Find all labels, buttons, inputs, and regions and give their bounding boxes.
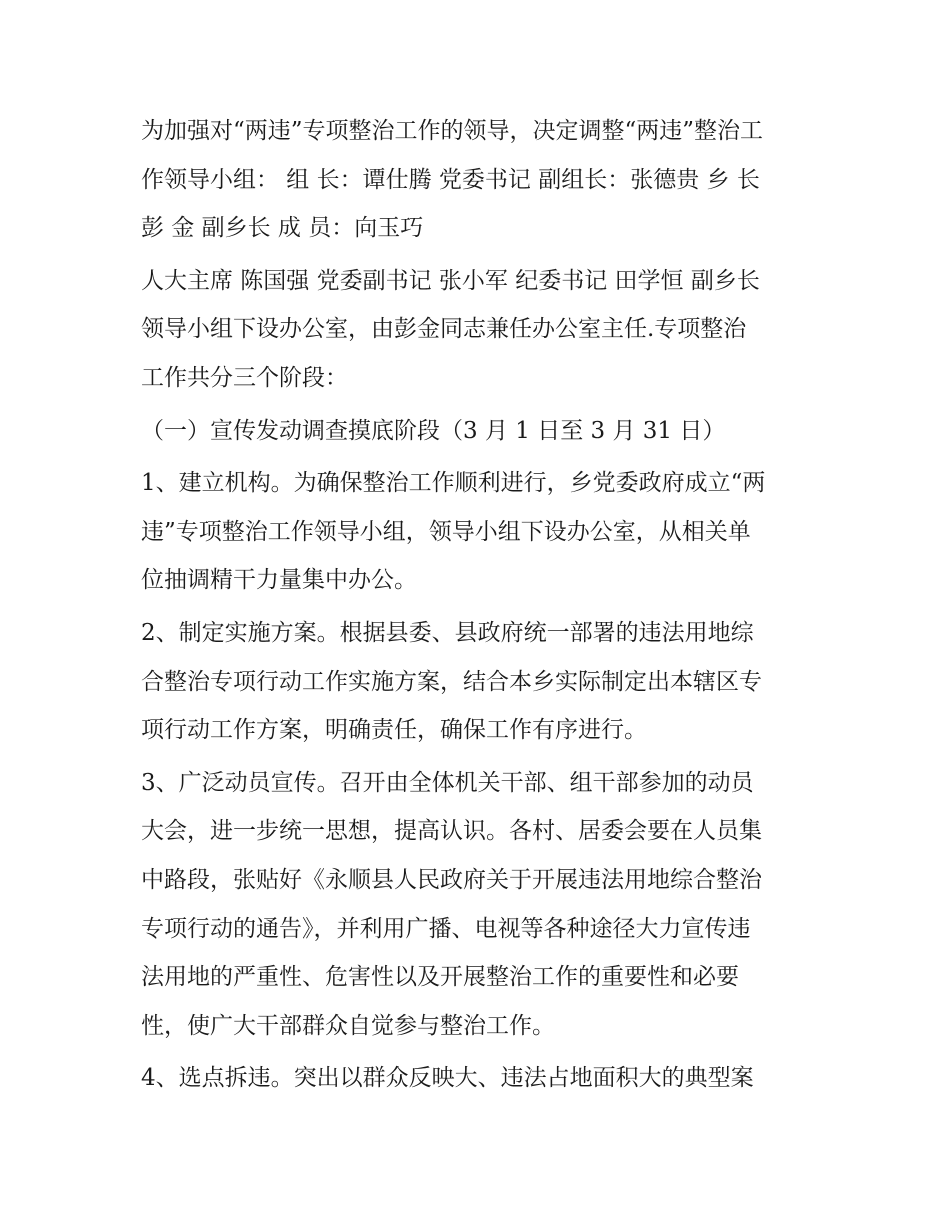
text-line: 中路段，张贴好《永顺县人民政府关于开展违法用地综合整治 [141, 866, 762, 893]
paragraph [141, 459, 821, 605]
text-line: （一）宣传发动调查摸底阶段（3 月 1 日至 3 月 31 日） [141, 417, 726, 444]
paragraph [141, 1054, 821, 1103]
paragraph [141, 407, 821, 456]
text-line: 大会，进一步统一思想，提高认识。各村、居委会要在人员集 [141, 818, 762, 845]
paragraph [141, 759, 821, 1051]
document-body [141, 107, 821, 1103]
text-line: 2、制定实施方案。根据县委、县政府统一部署的违法用地综 [141, 619, 754, 646]
text-line: 合整治专项行动工作实施方案，结合本乡实际制定出本辖区专 [141, 668, 762, 695]
paragraph [141, 609, 821, 755]
text-line: 法用地的严重性、危害性以及开展整治工作的重要性和必要 [141, 964, 739, 991]
text-line: 项行动工作方案，明确责任，确保工作有序进行。 [141, 717, 647, 744]
text-line: 作领导小组： 组 长：谭仕腾 党委书记 副组长：张德贵 乡 长 [141, 166, 760, 193]
text-line: 4、选点拆违。突出以群众反映大、违法占地面积大的典型案 [141, 1065, 754, 1092]
text-line: 为加强对“两违”专项整治工作的领导，决定调整“两违”整治工 [141, 118, 764, 144]
paragraph [141, 257, 821, 403]
text-line: 1、建立机构。为确保整治工作顺利进行，乡党委政府成立“两 [141, 470, 766, 497]
text-line: 专项行动的通告》，并利用广播、电视等各种途径大力宣传违 [141, 915, 751, 942]
text-line: 3、广泛动员宣传。召开由全体机关干部、组干部参加的动员 [141, 769, 754, 796]
text-line: 彭 金 副乡长 成 员：向玉巧 [141, 215, 424, 242]
text-line: 性，使广大干部群众自觉参与整治工作。 [141, 1012, 555, 1039]
text-line: 违”专项整治工作领导小组，领导小组下设办公室，从相关单 [141, 518, 751, 545]
text-line: 位抽调精干力量集中办公。 [141, 567, 417, 594]
paragraph [141, 107, 821, 253]
text-line: 人大主席 陈国强 党委副书记 张小军 纪委书记 田学恒 副乡长 [141, 267, 760, 294]
text-line: 领导小组下设办公室，由彭金同志兼任办公室主任.专项整治 [141, 316, 747, 343]
text-line: 工作共分三个阶段： [141, 364, 348, 391]
